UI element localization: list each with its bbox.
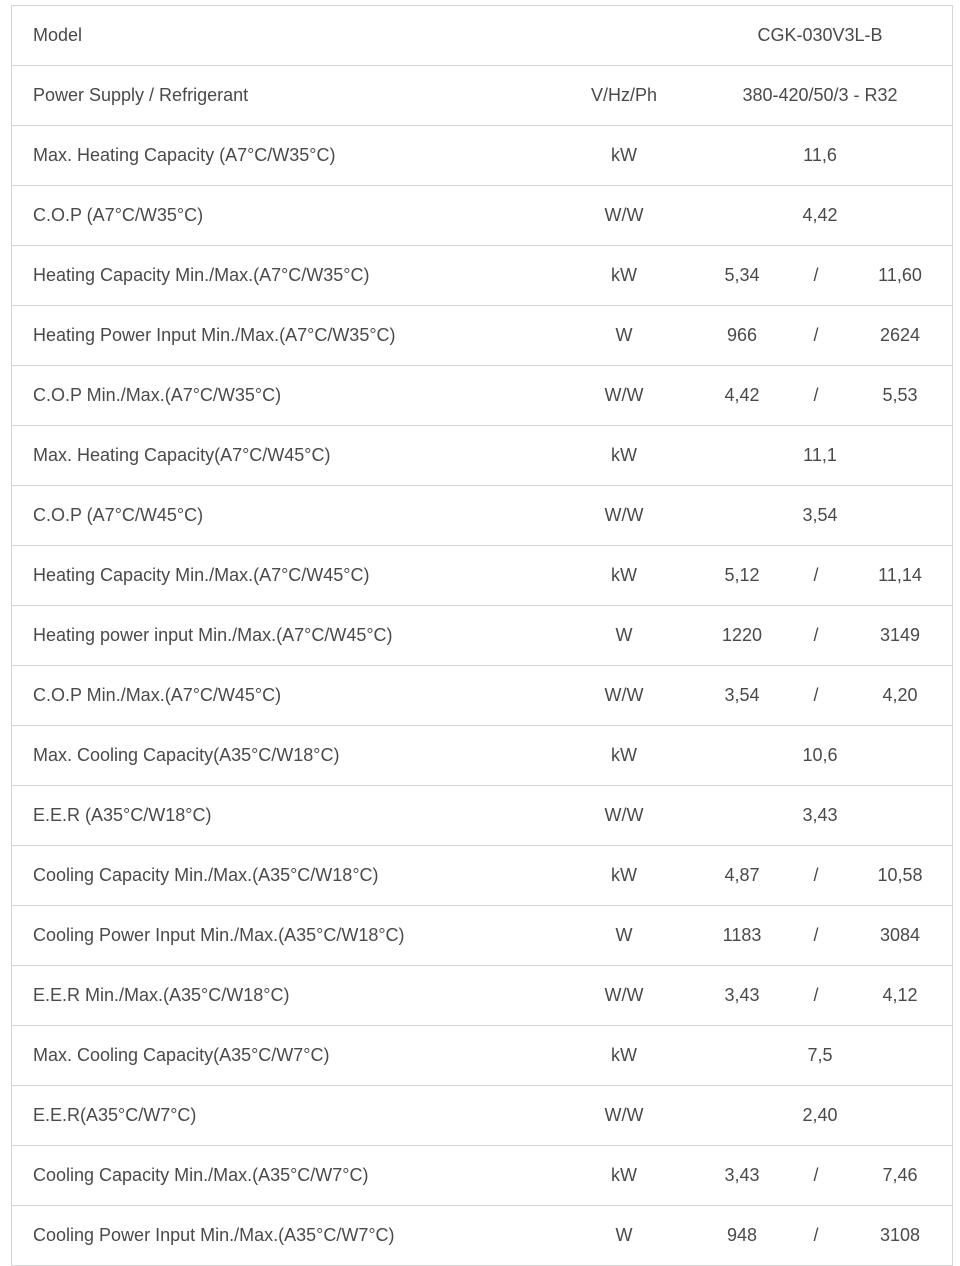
row-label: Cooling Capacity Min./Max.(A35°C/W7°C) xyxy=(33,1165,369,1185)
row-unit: W/W xyxy=(604,985,644,1005)
row-label: Max. Heating Capacity(A7°C/W45°C) xyxy=(33,445,331,465)
row-unit: kW xyxy=(611,145,637,165)
row-label: C.O.P Min./Max.(A7°C/W35°C) xyxy=(33,385,282,405)
row-max-value: 11,60 xyxy=(878,265,922,285)
row-min-value: 4,42 xyxy=(724,385,760,405)
row-value: 11,6 xyxy=(803,145,837,165)
row-value: 3,43 xyxy=(802,805,838,825)
row-min-value: 4,87 xyxy=(724,865,760,885)
row-separator: / xyxy=(813,325,819,345)
row-unit: W xyxy=(615,1225,633,1245)
row-unit: W/W xyxy=(604,505,644,525)
row-unit: kW xyxy=(611,1045,637,1065)
row-value: 10,6 xyxy=(802,745,838,765)
row-label: E.E.R (A35°C/W18°C) xyxy=(33,805,212,825)
row-min-value: 3,43 xyxy=(724,1165,760,1185)
row-value: CGK-030V3L-B xyxy=(757,25,883,45)
table-row xyxy=(12,546,952,606)
row-unit: W/W xyxy=(604,205,644,225)
spec-table xyxy=(11,5,953,1266)
row-separator: / xyxy=(813,385,819,405)
table-row xyxy=(12,786,952,846)
table-row xyxy=(12,66,952,126)
table-row xyxy=(12,666,952,726)
row-label: Heating Power Input Min./Max.(A7°C/W35°C) xyxy=(33,325,396,345)
row-unit: W/W xyxy=(604,685,644,705)
row-value: 2,40 xyxy=(802,1105,838,1125)
table-row xyxy=(12,366,952,426)
table-row xyxy=(12,486,952,546)
table-row xyxy=(12,6,952,66)
row-min-value: 948 xyxy=(726,1225,758,1245)
row-separator: / xyxy=(813,565,819,585)
row-max-value: 5,53 xyxy=(882,385,918,405)
row-min-value: 3,54 xyxy=(724,685,760,705)
row-label: Cooling Power Input Min./Max.(A35°C/W7°C) xyxy=(33,1225,395,1245)
row-value: 380-420/50/3 - R32 xyxy=(742,85,898,105)
row-value: 11,1 xyxy=(803,445,837,465)
row-max-value: 10,58 xyxy=(877,865,923,885)
row-value: 3,54 xyxy=(802,505,838,525)
row-label: Cooling Capacity Min./Max.(A35°C/W18°C) xyxy=(33,865,379,885)
row-value: 4,42 xyxy=(802,205,838,225)
row-unit: W xyxy=(615,625,633,645)
row-unit: kW xyxy=(611,865,637,885)
row-unit: V/Hz/Ph xyxy=(590,85,658,105)
row-label: Max. Cooling Capacity(A35°C/W7°C) xyxy=(33,1045,330,1065)
row-label: E.E.R Min./Max.(A35°C/W18°C) xyxy=(33,985,290,1005)
row-label: C.O.P (A7°C/W45°C) xyxy=(33,505,204,525)
row-min-value: 3,43 xyxy=(724,985,760,1005)
row-value: 7,5 xyxy=(807,1045,833,1065)
row-label: Heating Capacity Min./Max.(A7°C/W35°C) xyxy=(33,265,370,285)
row-min-value: 1220 xyxy=(721,625,763,645)
row-separator: / xyxy=(813,865,819,885)
row-max-value: 4,12 xyxy=(882,985,918,1005)
table-row xyxy=(12,1086,952,1146)
row-unit: W xyxy=(615,325,633,345)
table-row xyxy=(12,726,952,786)
table-row xyxy=(12,1146,952,1206)
row-min-value: 1183 xyxy=(722,925,762,945)
row-unit: W/W xyxy=(604,805,644,825)
row-min-value: 5,34 xyxy=(724,265,760,285)
table-row xyxy=(12,1026,952,1086)
row-label: E.E.R(A35°C/W7°C) xyxy=(33,1105,197,1125)
row-separator: / xyxy=(813,1165,819,1185)
row-label: Max. Cooling Capacity(A35°C/W18°C) xyxy=(33,745,340,765)
row-max-value: 3084 xyxy=(879,925,921,945)
row-separator: / xyxy=(813,985,819,1005)
row-label: Cooling Power Input Min./Max.(A35°C/W18°C) xyxy=(33,925,405,945)
row-separator: / xyxy=(813,1225,819,1245)
row-min-value: 966 xyxy=(726,325,758,345)
row-separator: / xyxy=(813,925,819,945)
table-row xyxy=(12,126,952,186)
row-label: C.O.P Min./Max.(A7°C/W45°C) xyxy=(33,685,282,705)
row-label: Heating Capacity Min./Max.(A7°C/W45°C) xyxy=(33,565,370,585)
row-max-value: 2624 xyxy=(879,325,921,345)
row-unit: kW xyxy=(611,745,637,765)
row-min-value: 5,12 xyxy=(724,565,760,585)
row-unit: W xyxy=(615,925,633,945)
row-unit: kW xyxy=(611,565,637,585)
row-label: Power Supply / Refrigerant xyxy=(33,85,249,105)
row-unit: kW xyxy=(611,1165,637,1185)
row-unit: W/W xyxy=(604,385,644,405)
row-separator: / xyxy=(813,625,819,645)
table-row xyxy=(12,306,952,366)
row-label: Model xyxy=(33,25,83,45)
table-row xyxy=(12,246,952,306)
row-max-value: 7,46 xyxy=(882,1165,918,1185)
table-row xyxy=(12,846,952,906)
row-unit: kW xyxy=(611,265,637,285)
table-row xyxy=(12,1206,952,1266)
row-unit: W/W xyxy=(604,1105,644,1125)
table-row xyxy=(12,426,952,486)
table-row xyxy=(12,966,952,1026)
row-unit: kW xyxy=(611,445,637,465)
row-max-value: 4,20 xyxy=(882,685,918,705)
row-label: Heating power input Min./Max.(A7°C/W45°C) xyxy=(33,625,393,645)
row-separator: / xyxy=(813,685,819,705)
table-row xyxy=(12,906,952,966)
row-separator: / xyxy=(813,265,819,285)
table-row xyxy=(12,606,952,666)
table-row xyxy=(12,186,952,246)
row-label: C.O.P (A7°C/W35°C) xyxy=(33,205,204,225)
row-max-value: 11,14 xyxy=(878,565,922,585)
row-max-value: 3108 xyxy=(879,1225,921,1245)
row-max-value: 3149 xyxy=(879,625,921,645)
row-label: Max. Heating Capacity (A7°C/W35°C) xyxy=(33,145,336,165)
